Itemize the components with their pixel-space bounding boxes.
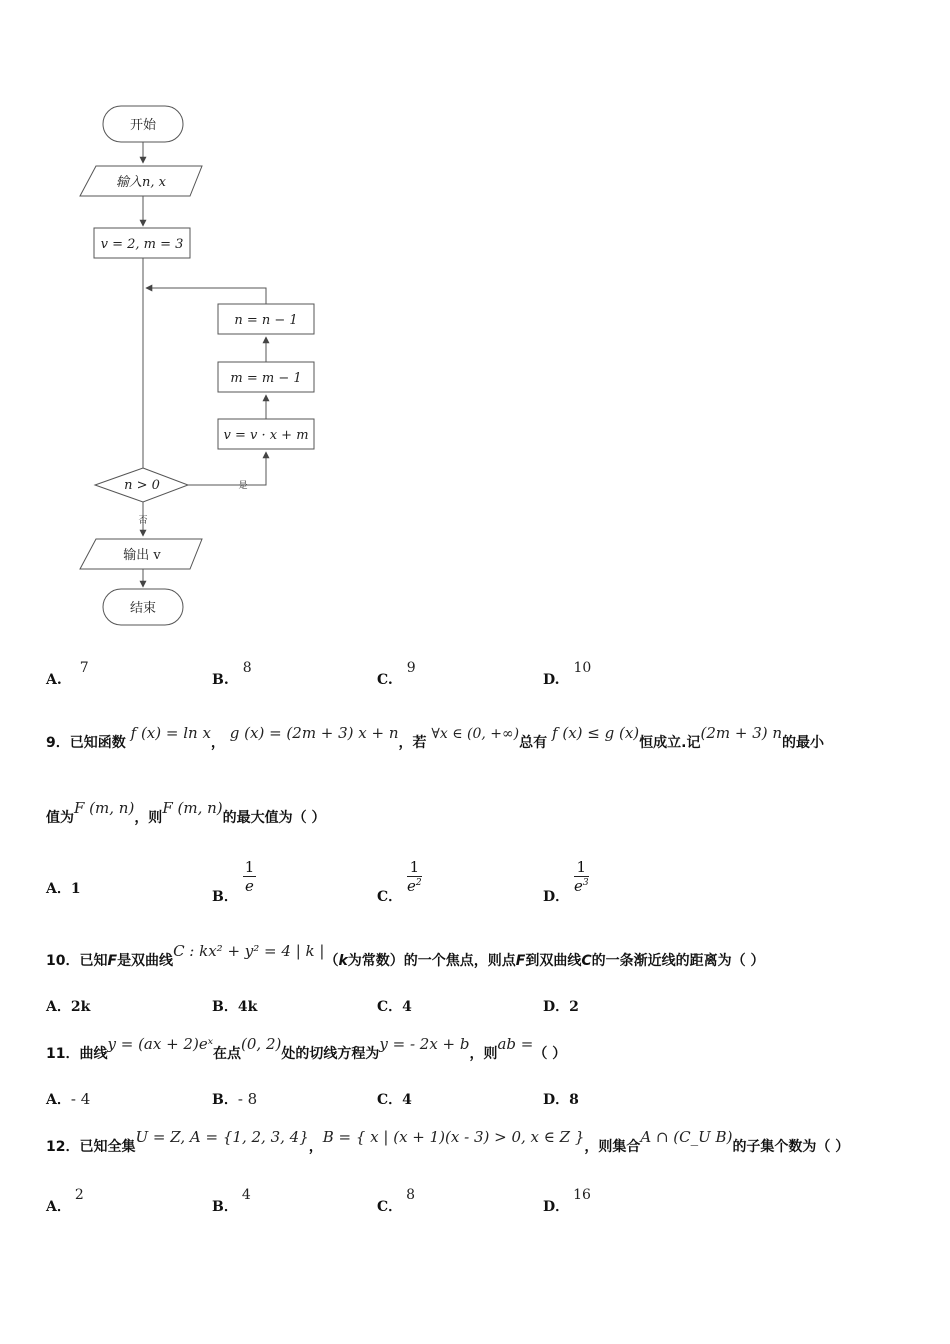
end-label: 结束 bbox=[129, 601, 157, 616]
yes-label: 是 bbox=[238, 481, 248, 491]
q9-line1: 9．已知函数 f (x) = ln x， g (x) = (2m + 3) x + n，若 ∀x ∈ (0, +∞)总有 f (x) ≤ g (x)恒成立.记(2m + 3) n的最小 bbox=[46, 724, 825, 751]
q11-line: 11．曲线y = (ax + 2)eˣ在点(0, 2)处的切线方程为y = - 2x + b，则ab =（ ） bbox=[46, 1035, 567, 1062]
start-label: 开始 bbox=[129, 118, 157, 133]
step-n-label: n = n − 1 bbox=[234, 313, 298, 328]
q12-option-c: C．8 bbox=[377, 1187, 416, 1215]
q10-line: 10．已知F是双曲线C : kx² + y² = 4 | k |（k为常数）的一个焦点，则点F到双曲线C的一条渐近线的距离为（ ） bbox=[46, 942, 765, 969]
q12-line: 12．已知全集U = Z, A = {1, 2, 3, 4}，B = { x | (x + 1)(x - 3) > 0, x ∈ Z }，则集合A ∩ (C_U B)的子集个数为（ ） bbox=[46, 1128, 850, 1155]
q12-option-b: B．4 bbox=[212, 1187, 251, 1215]
q9-option-d: D． $\frac{1}{e^3}$ bbox=[543, 858, 589, 905]
q12-option-a: A．2 bbox=[46, 1187, 84, 1215]
q10-option-a: A．2k bbox=[46, 999, 91, 1015]
q11-option-a: A．- 4 bbox=[46, 1090, 91, 1108]
q8-option-b: B.8 bbox=[212, 660, 252, 688]
q11-option-d: D．8 bbox=[543, 1092, 579, 1108]
step-v-label: v = v · x + m bbox=[223, 428, 309, 443]
q11-option-b: B．- 8 bbox=[212, 1090, 258, 1108]
q12-option-d: D．16 bbox=[543, 1187, 591, 1215]
q10-option-b: B．4k bbox=[212, 999, 258, 1015]
q10-option-c: C．4 bbox=[377, 999, 412, 1015]
q8-option-a: A.7 bbox=[46, 660, 89, 688]
q9-line2: 值为F (m, n)，则F (m, n)的最大值为（ ） bbox=[46, 799, 326, 826]
q8-option-c: C.9 bbox=[377, 660, 416, 688]
q8-option-d: D.10 bbox=[543, 660, 592, 688]
cond-label: n > 0 bbox=[124, 478, 160, 493]
q10-option-d: D．2 bbox=[543, 999, 579, 1015]
step-m-label: m = m − 1 bbox=[230, 371, 302, 386]
flowchart bbox=[70, 100, 350, 640]
output-label: 输出 v bbox=[123, 548, 161, 563]
input-label: 输入n, x bbox=[116, 175, 166, 190]
q11-option-c: C．4 bbox=[377, 1092, 412, 1108]
init-label: v = 2, m = 3 bbox=[100, 237, 184, 252]
no-label: 否 bbox=[138, 516, 148, 526]
q9-option-b: B． $\frac{1}{e}$ bbox=[212, 858, 255, 905]
q9-option-a: A．1 bbox=[46, 881, 81, 897]
q9-option-c: C． $\frac{1}{e^2}$ bbox=[377, 858, 422, 905]
